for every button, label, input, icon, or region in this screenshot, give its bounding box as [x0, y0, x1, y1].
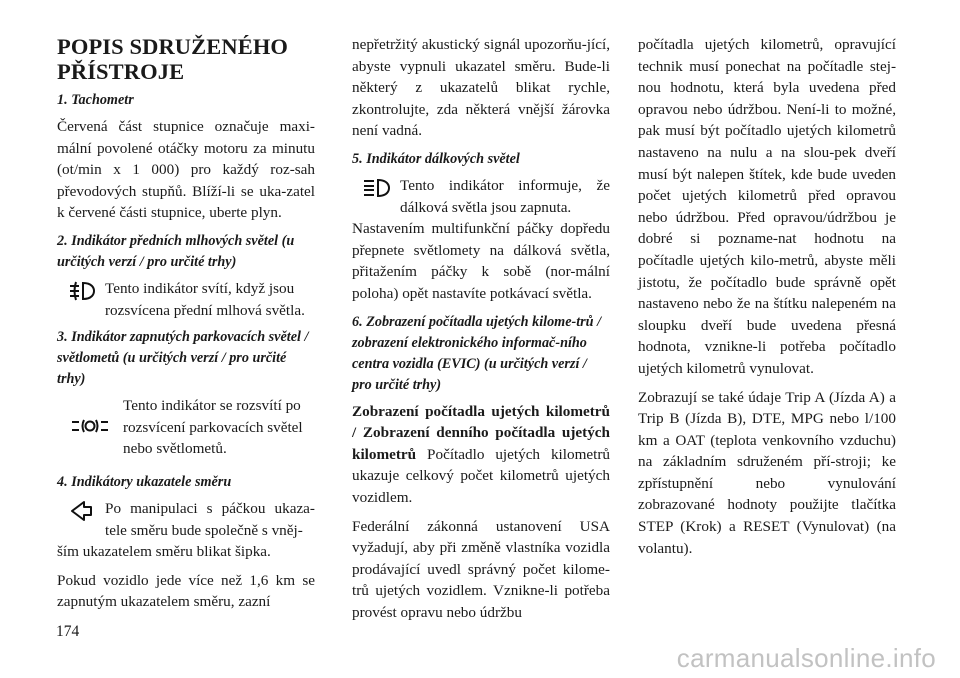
- section-6-para-2: Federální zákonná ustanovení USA vyžadují, aby při změně vlastníka vozidla prodávající uvedl správný počet kilome-trů ujetých vozidlem. Vznikne-li potřeba provést opravu nebo údržbu: [352, 517, 610, 621]
- parking-lights-icon: [57, 395, 123, 435]
- section-2-indicator: [57, 278, 315, 321]
- section-4-text-beside: Po manipulaci s páčkou ukaza-tele směru bude společně s vněj-: [105, 499, 315, 539]
- section-3-text: Tento indikátor se rozsvítí po rozsvícení parkovacích světel nebo světlometů.: [123, 397, 303, 458]
- section-2-text: Tento indikátor svítí, když jsou rozsvícena přední mlhová světla.: [105, 279, 305, 319]
- section-4-continuation: nepřetržitý akustický signál upozorňu-jící, abyste vypnuli ukazatel směru. Bude-li některý z ukazatelů blikat rychle, zkontrolujte, zda některá vnější žárovka není vadná.: [352, 36, 610, 140]
- front-fog-light-icon: [57, 278, 105, 302]
- section-6-bold-lead: Zobrazení počítadla ujetých kilometrů / Zobrazení denního počítadla ujetých kilometrů: [352, 402, 610, 463]
- section-6-heading: 6. Zobrazení počítadla ujetých kilome-trů / zobrazení elektronického informač-ního centra vozidla (EVIC) (u určitých verzí / pro určité trhy): [352, 313, 602, 393]
- section-4-para-2: Pokud vozidlo jede více než 1,6 km se zapnutým ukazatelem směru, zazní: [57, 571, 315, 611]
- page-number: 174: [56, 623, 80, 640]
- section-5-indicator: [352, 175, 610, 218]
- page-title-line-1: POPIS SDRUŽENÉHO: [57, 34, 289, 59]
- section-3-heading: 3. Indikátor zapnutých parkovacích světel / světlometů (u určitých verzí / pro určité trhy): [57, 329, 309, 388]
- column-right: [638, 34, 896, 566]
- page-title: [57, 34, 315, 84]
- section-4-indicator: [57, 498, 315, 541]
- odometer-service-paragraph: počítadla ujetých kilometrů, opravující technik musí ponechat na počítadle stej-nou hodnotu, která byla uvedena před opravou nebo údržbou. Není-li to možné, pak musí být počítadlo ujetých kilometrů nastaveno na nulu a na slou-pek dveří musí být nalepen štítek, kde bude uveden počet ujetých kilometrů před opravou nebo údržbou. Před opravou/údržbou je dobré si pozname-nat hodnotu na počítadle ujetých kilo-metrů, abyste měli jistotu, že počítadlo bude správně opět nastaveno nebo že na štítku nalepeném na sloupku dveří bude uvedena přesná hodnota, vznikne-li potřeba počítadlo ujetých kilometrů vynulovat.: [638, 36, 896, 377]
- watermark: carmanualsonline.info: [676, 643, 936, 673]
- column-left: [57, 34, 315, 620]
- turn-signal-icon: [57, 498, 105, 522]
- section-5-text-after: Nastavením multifunkční páčky dopředu přepnete světlomety na dálková světla, přitažením páčky k sobě (nor-mální poloha) opět nastavíte potkávací světla.: [352, 220, 610, 302]
- column-middle: [352, 34, 610, 630]
- section-1-text: Červená část stupnice označuje maxi-mální povolené otáčky motoru za minutu (ot/min x 1 000) pro každý roz-sah převodových stupňů. Blíží-li se uka-zatel k červené části stupnice, uberte plyn.: [57, 118, 315, 222]
- high-beam-icon: [352, 175, 400, 199]
- trip-display-paragraph: Zobrazují se také údaje Trip A (Jízda A) a Trip B (Jízda B), DTE, MPG nebo l/100 km a OAT (teplota venkovního vzduchu) na základním sdruženém pří-stroji; ke zpřístupnění nebo vynulování zobrazované hodnoty použijte tlačítka STEP (Krok) a RESET (Vynulovat) (na volantu).: [638, 388, 896, 557]
- section-2-heading: 2. Indikátor předních mlhových světel (u určitých verzí / pro určité trhy): [57, 232, 295, 270]
- section-1-heading: 1. Tachometr: [57, 92, 134, 108]
- page-title-line-2: PŘÍSTROJE: [57, 59, 185, 84]
- section-3-indicator: [57, 395, 315, 460]
- section-6-body: Počítadlo ujetých kilometrů ukazuje celkový počet kilometrů ujetých vozidlem.: [352, 445, 610, 506]
- section-5-text-beside: Tento indikátor informuje, že dálková světla jsou zapnuta.: [400, 176, 610, 216]
- section-6-text: [352, 401, 610, 509]
- section-5-heading: 5. Indikátor dálkových světel: [352, 150, 520, 167]
- section-4-text-after: ším ukazatelem směru blikat šipka.: [57, 543, 271, 561]
- section-4-heading: 4. Indikátory ukazatele směru: [57, 473, 232, 490]
